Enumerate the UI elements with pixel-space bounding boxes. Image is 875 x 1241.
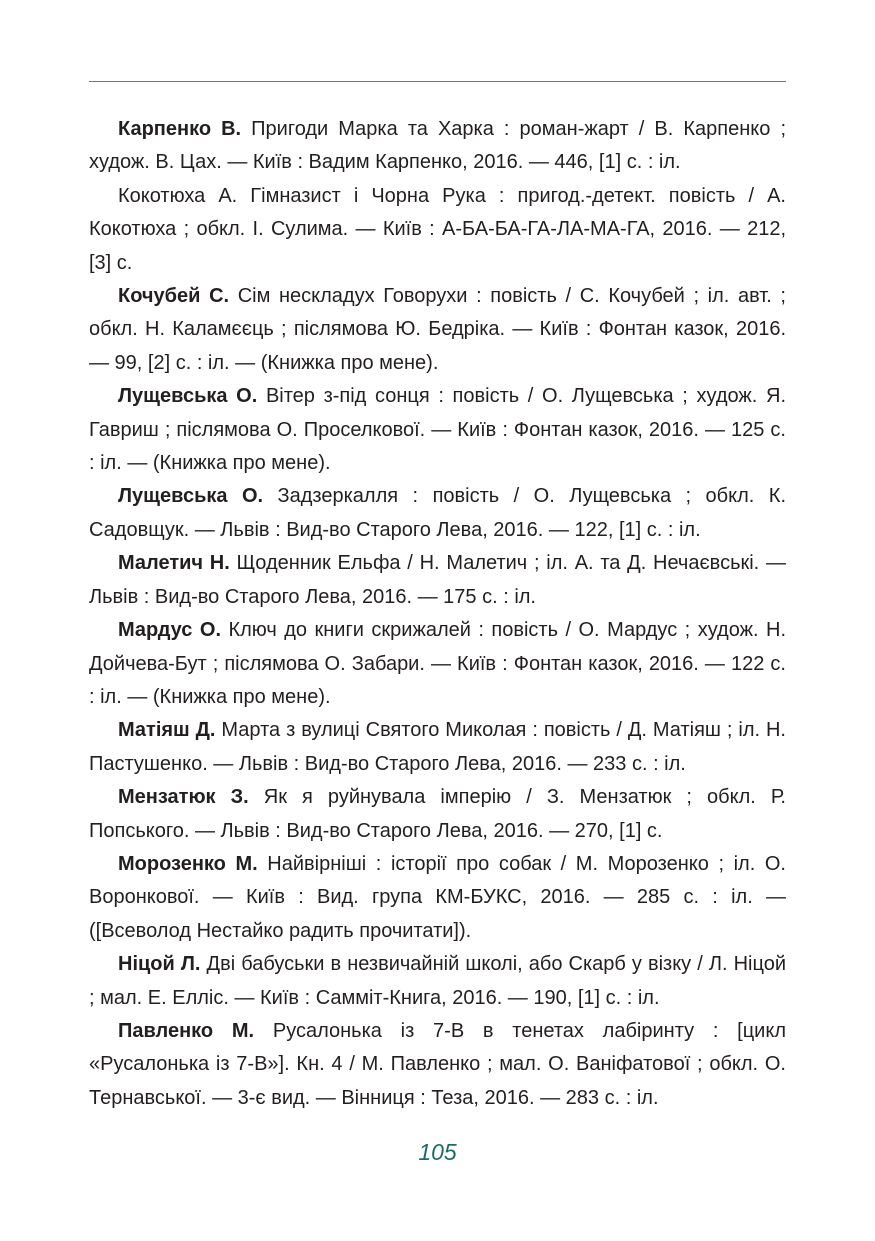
entry-text: Як я руйнувала імперію / З. Мензатюк ; обкл. Р. Попського. — Львів : Вид-во Старого Лева, 2016. — 270, [1] с. xyxy=(89,786,786,842)
bibliography-list xyxy=(89,113,786,1115)
entry-text: Марта з вулиці Святого Миколая : повість / Д. Матіяш ; іл. Н. Пастушенко. — Львів : Вид-во Старого Лева, 2016. — 233 с. : іл. xyxy=(89,719,786,775)
entry-author: Матіяш Д. xyxy=(118,719,216,742)
entry-author: Лущевська О. xyxy=(118,485,264,508)
bibliography-entry xyxy=(89,480,786,547)
entry-author: Лущевська О. xyxy=(118,385,258,408)
entry-text: Кокотюха А. Гімназист і Чорна Рука : пригод.-детект. повість / А. Кокотюха ; обкл. І. Сулима. — Київ : А-БА-БА-ГА-ЛА-МА-ГА, 2016. — 212, [3] с. xyxy=(89,184,786,274)
entry-text: Вітер з-під сонця : повість / О. Лущевська ; худож. Я. Гавриш ; післямова О. Проселкової. — Київ : Фонтан казок, 2016. — 125 с. : іл. — (Книжка про мене). xyxy=(89,385,786,475)
entry-text: Пригоди Марка та Харка : роман-жарт / В. Карпенко ; худож. В. Цах. — Київ : Вадим Карпенко, 2016. — 446, [1] с. : іл. xyxy=(89,118,786,174)
entry-author: Кочубей С. xyxy=(118,285,230,308)
entry-author: Ніцой Л. xyxy=(118,953,201,976)
bibliography-entry xyxy=(89,1015,786,1115)
bibliography-entry xyxy=(89,380,786,480)
bibliography-entry xyxy=(89,781,786,848)
entry-author: Павленко М. xyxy=(118,1019,255,1042)
header-rule xyxy=(89,81,786,82)
entry-author: Морозенко М. xyxy=(118,852,258,875)
bibliography-entry xyxy=(89,280,786,380)
bibliography-entry xyxy=(89,948,786,1015)
entry-text: Сім нескладух Говорухи : повість / С. Кочубей ; іл. авт. ; обкл. Н. Каламєєць ; післямова Ю. Бедріка. — Київ : Фонтан казок, 2016. — 99, [2] с. : іл. — (Книжка про мене). xyxy=(89,285,786,374)
bibliography-entry xyxy=(89,714,786,781)
bibliography-entry xyxy=(89,180,786,280)
entry-text: Дві бабуськи в незвичайній школі, або Скарб у візку / Л. Ніцой ; мал. Е. Елліс. — Київ : Самміт-Книга, 2016. — 190, [1] с. : іл. xyxy=(89,953,787,1009)
entry-author: Мардус О. xyxy=(118,619,222,642)
entry-text: Щоденник Ельфа / Н. Малетич ; іл. А. та Д. Нечаєвські. — Львів : Вид-во Старого Лева, 2016. — 175 с. : іл. xyxy=(89,552,786,608)
bibliography-entry xyxy=(89,848,786,948)
entry-text: Найвірніші : історії про собак / М. Морозенко ; іл. О. Воронкової. — Київ : Вид. група КМ-БУКС, 2016. — 285 с. : іл. — ([Всеволод Нестайко радить прочитати]). xyxy=(89,852,786,942)
bibliography-entry xyxy=(89,614,786,714)
bibliography-entry xyxy=(89,113,786,180)
bibliography-entry xyxy=(89,547,786,614)
page-number: 105 xyxy=(418,1139,457,1165)
entry-text: Ключ до книги скрижалей : повість / О. Мардус ; худож. Н. Дойчева-Бут ; післямова О. Забари. — Київ : Фонтан казок, 2016. — 122 с. : іл. — (Книжка про мене). xyxy=(89,619,786,708)
entry-author: Карпенко В. xyxy=(118,118,242,140)
entry-text: Задзеркалля : повість / О. Лущевська ; обкл. К. Садовщук. — Львів : Вид-во Старого Лева, 2016. — 122, [1] с. : іл. xyxy=(89,485,786,541)
entry-author: Малетич Н. xyxy=(118,552,230,575)
entry-text: Русалонька із 7-В в тенетах лабіринту : [цикл «Русалонька із 7-В»]. Кн. 4 / М. Павленко ; мал. О. Ваніфатової ; обкл. О. Тернавської. — 3-є вид. — Вінниця : Теза, 2016. — 283 с. : іл. xyxy=(89,1019,786,1109)
entry-author: Мензатюк З. xyxy=(118,786,249,809)
